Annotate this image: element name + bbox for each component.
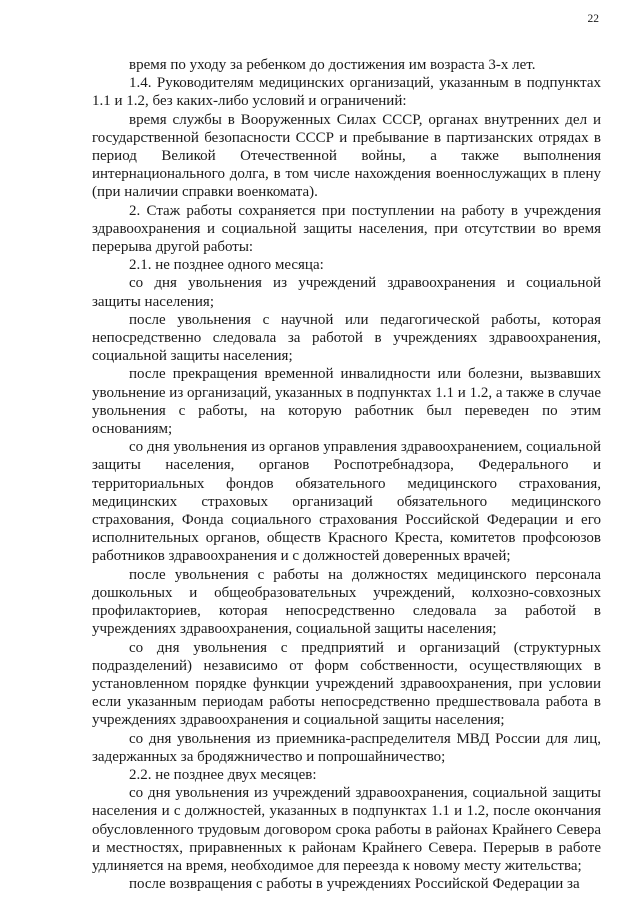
paragraph: 2. Стаж работы сохраняется при поступлении на работу в учреждения здравоохранения и социальной защиты населения, при отсутствии во время перерыва другой работы: [92,202,601,256]
paragraph: со дня увольнения из учреждений здравоохранения, социальной защиты населения и с должностей, указанных в подпунктах 1.1 и 1.2, после окончания обусловленного трудовым договором срока работы в районах Крайнего Севера и местностях, приравненных к районам Крайнего Севера. Перерыв в работе удлиняется на время, необходимое для переезда к новому месту жительства; [92,785,601,874]
document-body [92,56,601,893]
paragraph: 1.4. Руководителям медицинских организаций, указанным в подпунктах 1.1 и 1.2, без каких-либо условий и ограничений: [92,75,601,110]
paragraph: со дня увольнения из органов управления здравоохранением, социальной защиты населения, органов Роспотребнадзора, Федерального и территориальных фондов обязательного медицинского страхования, медицинских страховых организаций обязательного медицинского страхования, Фонда социального страхования Российской Федерации и его исполнительных органов, обществ Красного Креста, комитетов профсоюзов работников здравоохранения и с должностей доверенных врачей; [92,439,601,565]
paragraph: со дня увольнения с предприятий и организаций (структурных подразделений) независимо от форм собственности, осуществляющих в установленном порядке функции учреждений здравоохранения, при условии если указанным периодам работы непосредственно предшествовала работа в учреждениях здравоохранения и социальной защиты населения; [92,639,601,729]
paragraph: после увольнения с научной или педагогической работы, которая непосредственно следовала за работой в учреждениях здравоохранения, социальной защиты населения; [92,311,601,365]
paragraph: время по уходу за ребенком до достижения им возраста 3-х лет. [129,57,536,73]
paragraph: 2.2. не позднее двух месяцев: [129,766,317,783]
paragraph: после прекращения временной инвалидности или болезни, вызвавших увольнение из организаций, указанных в подпунктах 1.1 и 1.2, а также в случае увольнения с работы, на которую работник был переведен по этим основаниям; [92,366,601,438]
paragraph: после возвращения с работы в учреждениях Российской Федерации за [129,876,580,893]
paragraph: со дня увольнения из приемника-распределителя МВД России для лиц, задержанных за бродяжничество и попрошайничество; [92,730,601,765]
paragraph: 2.1. не позднее одного месяца: [129,257,324,274]
paragraph: время службы в Вооруженных Силах СССР, органах внутренних дел и государственной безопасности СССР и пребывание в партизанских отрядах в период Великой Отечественной войны, а также выполнения интернационального долга, в том числе нахождения военнослужащих в плену (при наличии справки военкомата). [92,111,601,201]
paragraph: со дня увольнения из учреждений здравоохранения и социальной защиты населения; [92,275,601,310]
page-number: 22 [587,13,599,25]
paragraph: после увольнения с работы на должностях медицинского персонала дошкольных и общеобразовательных учреждений, колхозно-совхозных профилакториев, которая непосредственно следовала за работой в учреждениях здравоохранения, социальной защиты населения; [92,566,601,638]
